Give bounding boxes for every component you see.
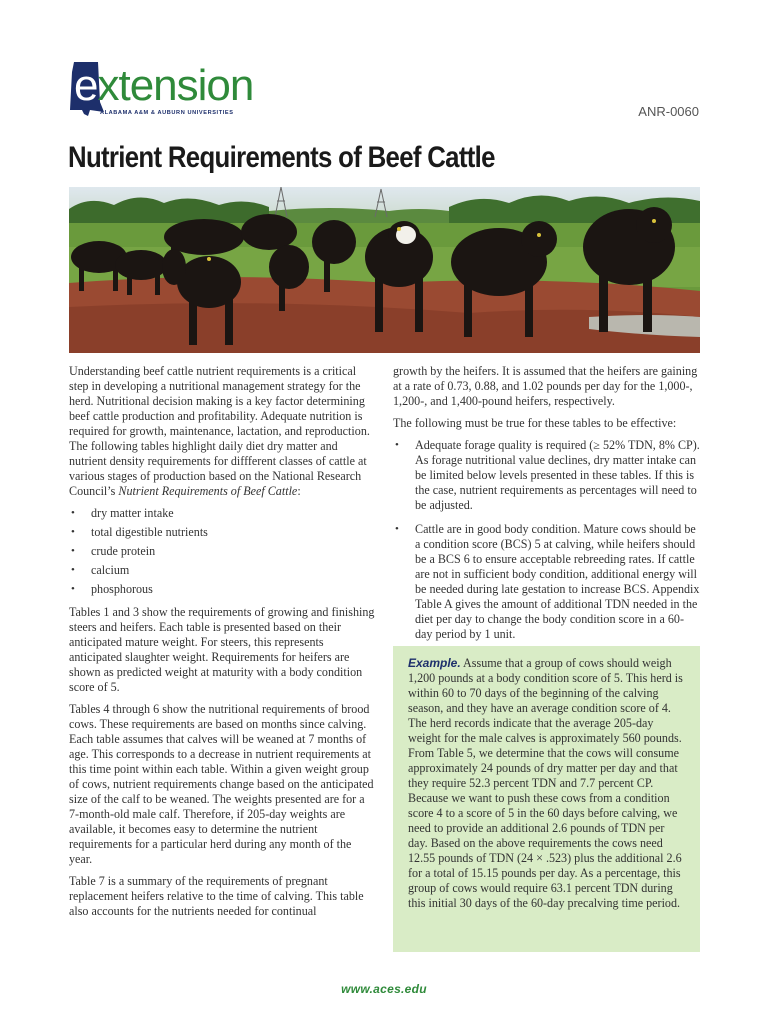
example-text: Assume that a group of cows should weigh 1,200 pounds at a body condition score of 5. This herd is within 60 to 70 days of the beginning of the calving season, and they have an average condition score of 4. The herd records indicate that the average 205-day weight for the male calves is approximately 560 pounds. From Table 5, we determine that the cows will consume approximately 24 pounds of dry matter per day and that they require 52.3 percent TDN and 7.7 percent CP. Because we want to push these cows from a condition score 4 to a score of 5 in the 60 days before calving, we need to provide an additional 2.6 pounds of TDN per day. Based on the above requirements the cows need 12.55 pounds of TDN (24 × .523) plus the additional 2.6 for a total of 15.15 pounds per day. As a percentage, this group of cows would require 63.1 percent TDN during this initial 30 days of the 60-day precalving time period. [408,656,683,910]
list-item: • total digestible nutrients [69,525,375,540]
paragraph-heifer-growth: growth by the heifers. It is assumed that the heifers are gaining at a rate of 0.73, 0.88, and 1.02 pounds per day for the 1,000-, 1,200-, and 1,400-pound heifers, respectively. [393,364,698,408]
left-column [69,364,375,926]
example-label: Example. [408,656,461,670]
page-title: Nutrient Requirements of Beef Cattle [68,141,495,174]
list-item: • crude protein [69,544,375,559]
list-item: • Adequate forage quality is required (≥ 52% TDN, 8% CP). As forage nutritional value declines, dry matter intake can be limited below levels presented in these tables. If this is the case, nutrient requirements as percentages will need to be adjusted. [393,438,700,513]
cattle-photo-image [69,187,700,353]
paragraph-conditions: The following must be true for these tables to be effective: [393,416,677,430]
right-column [393,364,700,651]
paragraph-table-7: Table 7 is a summary of the requirements of pregnant replacement heifers relative to the time of calving. This table also accounts for the nutrients needed for continual [69,874,364,918]
intro-paragraph: Understanding beef cattle nutrient requirements is a critical step in developing a nutritional management strategy for the herd. Nutritional decision making is a key factor determining beef cattle production and profitability. Adequate nutrition is required for growth, maintenance, lactation, and reproduction. The following tables highlight daily diet dry matter and nutrient density requirements for diffferent classes of cattle at various stages of production based on the National Research Council’s Nutrient Requirements of Beef Cattle: [69,364,370,498]
list-item: • phosphorous [69,582,375,597]
document-code: ANR-0060 [638,104,699,119]
list-item: • calcium [69,563,375,578]
logo-subline: ALABAMA A&M & AUBURN UNIVERSITIES [100,110,234,116]
cattle-photo [69,187,700,353]
paragraph-tables-1-3: Tables 1 and 3 show the requirements of growing and finishing steers and heifers. Each table is presented based on their anticipated mature weight. For steers, this represents anticipated slaughter weight. Requirements for heifers are shown as predicted weight at maturity with a body condition score of 5. [69,605,375,694]
list-item: • dry matter intake [69,506,375,521]
logo-wordmark: extension [74,61,254,110]
extension-logo [66,60,276,122]
conditions-list [393,438,700,642]
nutrient-list [69,506,375,597]
paragraph-tables-4-6: Tables 4 through 6 show the nutritional requirements of brood cows. These requirements are based on months since calving. Each table assumes that calves will be weaned at 7 months of age. This corresponds to a decrease in nutrient requirements at this time point within each table. Within a given weight group of cows, nutrient requirements change based on the anticipated size of the calf to be weaned. The weights presented are for a 7-month-old male calf. Therefore, if 205-day weights are available, it becomes easy to determine the nutrient requirements for a particular herd during any month of the year. [69,702,374,866]
footer-url-link[interactable]: www.aces.edu [341,982,427,996]
example-box [393,646,700,952]
list-item: • Cattle are in good body condition. Mature cows should be a condition score (BCS) 5 at calving, while heifers should be a BCS 6 to ensure acceptable rebreeding rates. If cattle are not in sufficient body condition, additional energy will be needed during late gestation to increase BCS. Appendix Table A gives the amount of additional TDN needed in the diet per day to change the body condition score in a 60-day period by 1 unit. [393,522,700,642]
